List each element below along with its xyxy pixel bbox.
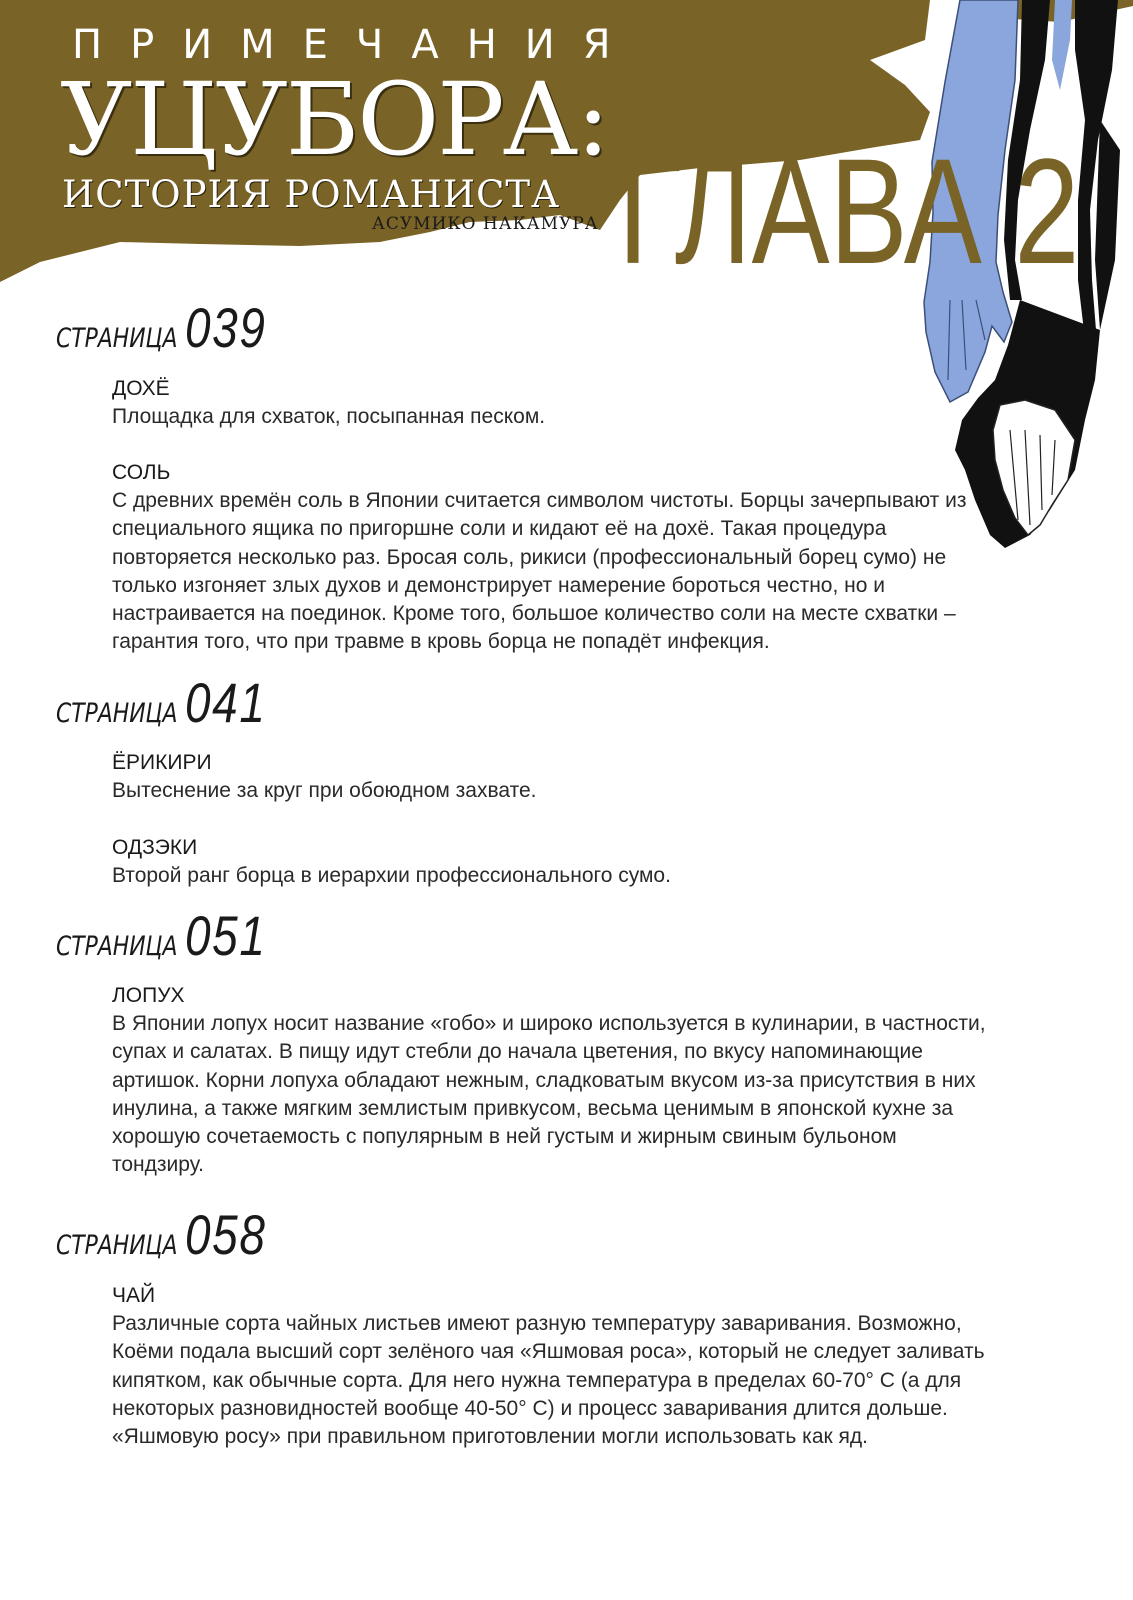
- note-description: Второй ранг борца в иерархии профессионального сумо.: [112, 864, 671, 887]
- note-term: ОДЗЭКИ: [112, 836, 198, 859]
- note-description: В Японии лопух носит название «гобо» и широко используется в кулинарии, в частности, супах и салатах. В пищу идут стебли до начала цветения, по вкусу напоминающие артишок. Корни лопуха обладают нежным, сладковатым вкусом из-за присутствия в них инулина, а также мягким землистым привкусом, весьма ценимым в японской кухне за хорошую сочетаемость с популярным в ней густым и жирным свиным бульоном тондзиру.: [112, 1012, 986, 1177]
- note-description: Площадка для схваток, посыпанная песком.: [112, 405, 546, 428]
- page-number: 051: [184, 904, 267, 967]
- page-heading-051: [56, 904, 284, 967]
- page-word: СТРАНИЦА: [56, 1230, 178, 1261]
- notes-label: ПРИМЕЧАНИЯ: [72, 22, 639, 68]
- note-term: ЧАЙ: [112, 1284, 156, 1307]
- note-entry: [112, 982, 992, 1180]
- note-entry: [112, 1282, 992, 1451]
- page-heading-039: [56, 296, 284, 359]
- book-title: УЦУБОРА:: [60, 61, 608, 178]
- note-description: Различные сорта чайных листьев имеют разную температуру заваривания. Возможно, Коёми подала высший сорт зелёного чая «Яшмовая роса», который не следует заливать кипятком, как обычные сорта. Для него нужна температура в пределах 60-70° С (а для некоторых разновидностей вообще 40-50° С) и процесс заваривания длится дольше. «Яшмовую росу» при правильном приготовлении могли использовать как яд.: [112, 1312, 985, 1449]
- page-number: 058: [184, 1203, 267, 1266]
- page-word: СТРАНИЦА: [56, 698, 178, 729]
- chapter-title: ГЛАВА 2: [618, 127, 1080, 295]
- note-term: ЁРИКИРИ: [112, 751, 212, 774]
- note-entry: [112, 749, 992, 805]
- page-number: 039: [184, 296, 267, 359]
- book-subtitle: ИСТОРИЯ РОМАНИСТА: [62, 173, 561, 216]
- book-author: АСУМИКО НАКАМУРА: [372, 214, 599, 234]
- note-description: Вытеснение за круг при обоюдном захвате.: [112, 779, 537, 802]
- page-heading-041: [56, 671, 284, 734]
- page-word: СТРАНИЦА: [56, 323, 178, 354]
- page-number: 041: [184, 671, 267, 734]
- page-heading-058: [56, 1203, 284, 1266]
- note-entry: [112, 459, 992, 657]
- page-word: СТРАНИЦА: [56, 931, 178, 962]
- note-term: ЛОПУХ: [112, 984, 185, 1007]
- note-term: СОЛЬ: [112, 461, 171, 484]
- note-term: ДОХЁ: [112, 377, 170, 400]
- note-description: С древних времён соль в Японии считается символом чистоты. Борцы зачерпывают из специального ящика по пригоршне соли и кидают её на дохё. Такая процедура повторяется несколько раз. Бросая соль, рикиси (профессиональный борец сумо) не только изгоняет злых духов и демонстрирует намерение бороться честно, но и настраивается на поединок. Кроме того, большое количество соли на месте схватки – гарантия того, что при травме в кровь борца не попадёт инфекция.: [112, 489, 967, 654]
- note-entry: [112, 834, 992, 890]
- note-entry: [112, 375, 992, 431]
